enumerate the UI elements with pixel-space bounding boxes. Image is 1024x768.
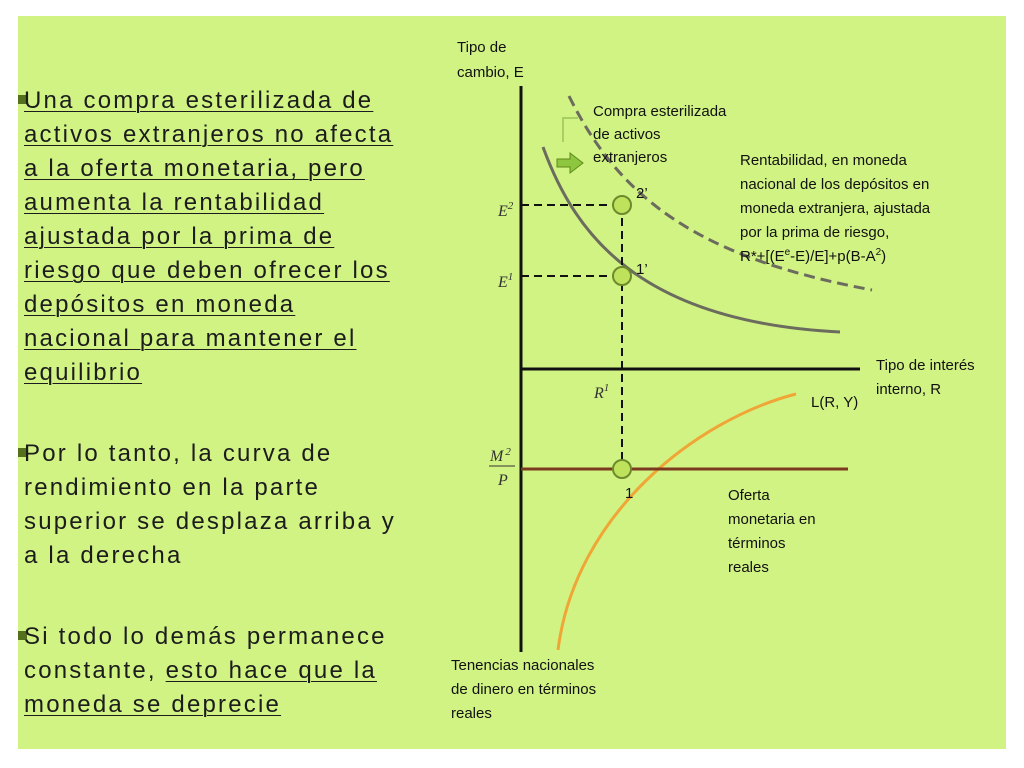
equilibrium-point-1 xyxy=(613,460,631,478)
bullet-1-line-9: equilibrio xyxy=(24,359,143,386)
bullet-3-line-3: moneda se deprecie xyxy=(24,691,282,718)
bullet-1-line-7: depósitos en moneda xyxy=(24,291,296,318)
point-label-1-prime: 1’ xyxy=(636,261,648,278)
bullet-2-line-3: superior se desplaza arriba y xyxy=(24,508,396,535)
equilibrium-point-2 xyxy=(613,196,631,214)
bullet-1-line-6: riesgo que deben ofrecer los xyxy=(24,257,390,284)
bullet-1-line-8: nacional para mantener el xyxy=(24,325,357,352)
bullet-1-line-5: ajustada por la prima de xyxy=(24,223,335,250)
E1-label: $E^1$ xyxy=(498,271,514,291)
equilibrium-point-1-prime xyxy=(613,267,631,285)
return-curve-label: Rentabilidad, en moneda nacional de los depósitos en moneda extranjera, ajustada por la prima de riesgo, xyxy=(740,152,931,241)
M-over-P-numerator: M $^2$ xyxy=(490,446,511,465)
M-over-P-denominator: P xyxy=(498,472,508,489)
shift-label: Compra esterilizada de activos extranjeros xyxy=(593,103,727,166)
bullet-1-line-4: aumenta la rentabilidad xyxy=(24,189,325,216)
bullet-3-line-2a: constante, xyxy=(24,657,166,684)
bullet-1-line-3: a la oferta monetaria, pero xyxy=(24,155,365,182)
bullet-2-line-1: Por lo tanto, la curva de xyxy=(24,440,333,467)
shift-bracket-icon xyxy=(563,118,578,142)
bullet-3-line-1: Si todo lo demás permanece xyxy=(24,623,387,650)
shift-arrow-icon xyxy=(557,153,583,173)
bullet-1-line-1: Una compra esterilizada de xyxy=(24,87,374,114)
bullet-2-line-4: a la derecha xyxy=(24,542,183,569)
bullet-2-line-2: rendimiento en la parte xyxy=(24,474,321,501)
bottom-axis-label: Tenencias nacionales de dinero en términos reales xyxy=(451,657,597,722)
bullet-1-line-2: activos extranjeros no afecta xyxy=(24,121,394,148)
bullet-3-line-2b: esto hace que la xyxy=(165,657,377,684)
R1-label: $R^1$ xyxy=(594,382,610,402)
point-label-2: 2’ xyxy=(636,185,648,202)
point-label-1: 1 xyxy=(625,485,634,502)
return-formula: $R*+[(E^e-E)/E]+p(B-A^2)$ xyxy=(740,247,887,265)
x-axis-label: Tipo de interés interno, R xyxy=(876,357,975,398)
money-demand-label: L(R, Y) xyxy=(811,394,859,411)
money-supply-label: Oferta monetaria en términos reales xyxy=(728,487,816,576)
E2-label: $E^2$ xyxy=(498,200,514,220)
y-axis-label: Tipo de cambio, E xyxy=(457,39,524,81)
